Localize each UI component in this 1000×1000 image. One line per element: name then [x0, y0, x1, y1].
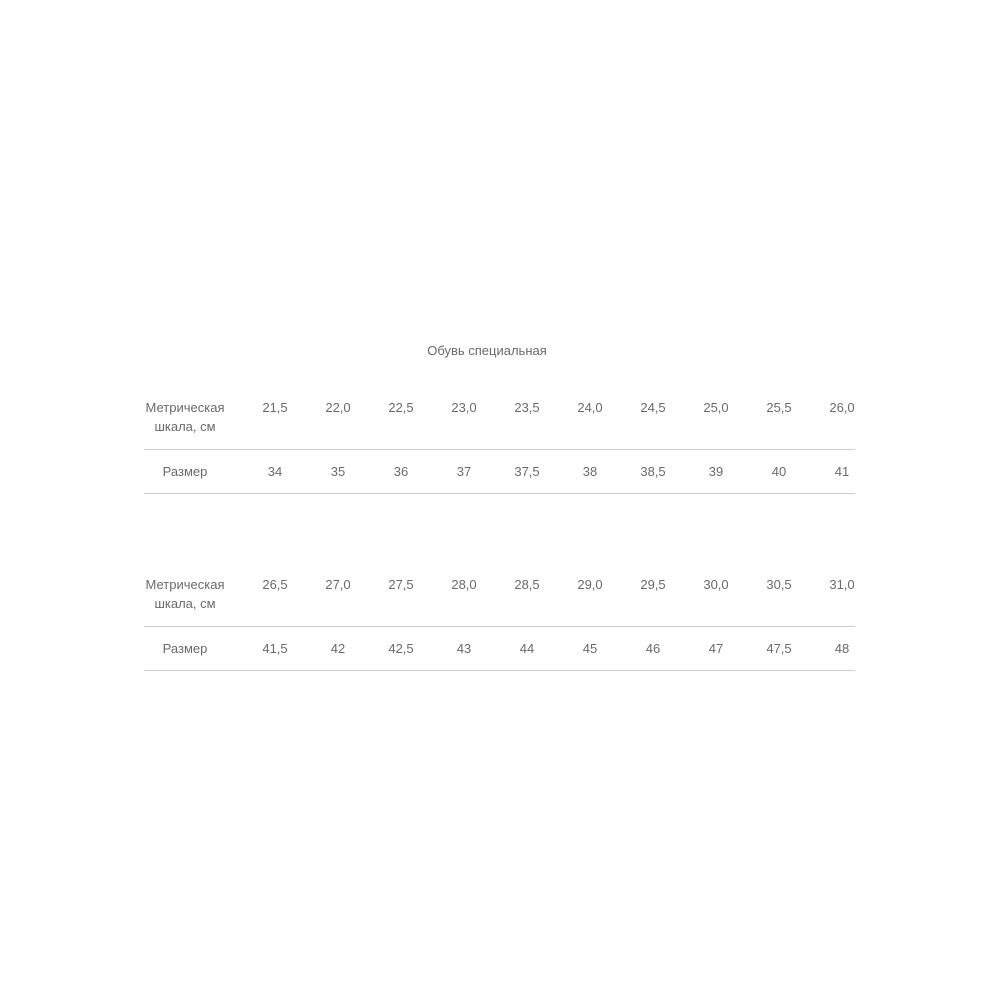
metric-label: Метрическая шкала, см: [145, 400, 225, 434]
metric-cell: 27,5: [388, 577, 414, 592]
size-cell: 42,5: [388, 641, 414, 656]
metric-cell: 26,5: [262, 577, 288, 592]
size-cell: 36: [393, 464, 409, 479]
size-cell: 42: [330, 641, 346, 656]
size-row: [144, 627, 855, 671]
metric-cell: 24,0: [577, 400, 603, 415]
metric-row: [144, 569, 855, 627]
size-cell: 35: [330, 464, 346, 479]
size-cell: 43: [456, 641, 472, 656]
metric-cell: 25,5: [766, 400, 792, 415]
metric-cell: 24,5: [640, 400, 666, 415]
metric-cell: 29,5: [640, 577, 666, 592]
size-cell: 41: [834, 464, 850, 479]
metric-cell: 29,0: [577, 577, 603, 592]
size-cell: 46: [645, 641, 661, 656]
metric-cell: 22,5: [388, 400, 414, 415]
size-cell: 48: [834, 641, 850, 656]
size-label: Размер: [162, 641, 208, 656]
size-cell: 39: [708, 464, 724, 479]
metric-cell: 26,0: [829, 400, 855, 415]
metric-cell: 23,5: [514, 400, 540, 415]
metric-cell: 21,5: [262, 400, 288, 415]
metric-cell: 22,0: [325, 400, 351, 415]
size-table-2: [144, 569, 855, 671]
size-table-1: [144, 392, 855, 494]
size-cell: 38,5: [640, 464, 666, 479]
metric-cell: 27,0: [325, 577, 351, 592]
size-cell: 40: [771, 464, 787, 479]
page-title: Обувь специальная: [427, 343, 547, 358]
size-label: Размер: [162, 464, 208, 479]
size-cell: 47: [708, 641, 724, 656]
metric-cell: 28,5: [514, 577, 540, 592]
size-cell: 37,5: [514, 464, 540, 479]
metric-row: [144, 392, 855, 450]
metric-cell: 28,0: [451, 577, 477, 592]
size-cell: 45: [582, 641, 598, 656]
size-row: [144, 450, 855, 494]
metric-cell: 30,5: [766, 577, 792, 592]
size-cell: 38: [582, 464, 598, 479]
metric-cell: 30,0: [703, 577, 729, 592]
metric-cell: 31,0: [829, 577, 855, 592]
metric-label: Метрическая шкала, см: [145, 577, 225, 611]
metric-cell: 25,0: [703, 400, 729, 415]
size-cell: 41,5: [262, 641, 288, 656]
size-cell: 34: [267, 464, 283, 479]
metric-cell: 23,0: [451, 400, 477, 415]
size-cell: 47,5: [766, 641, 792, 656]
size-cell: 37: [456, 464, 472, 479]
size-cell: 44: [519, 641, 535, 656]
